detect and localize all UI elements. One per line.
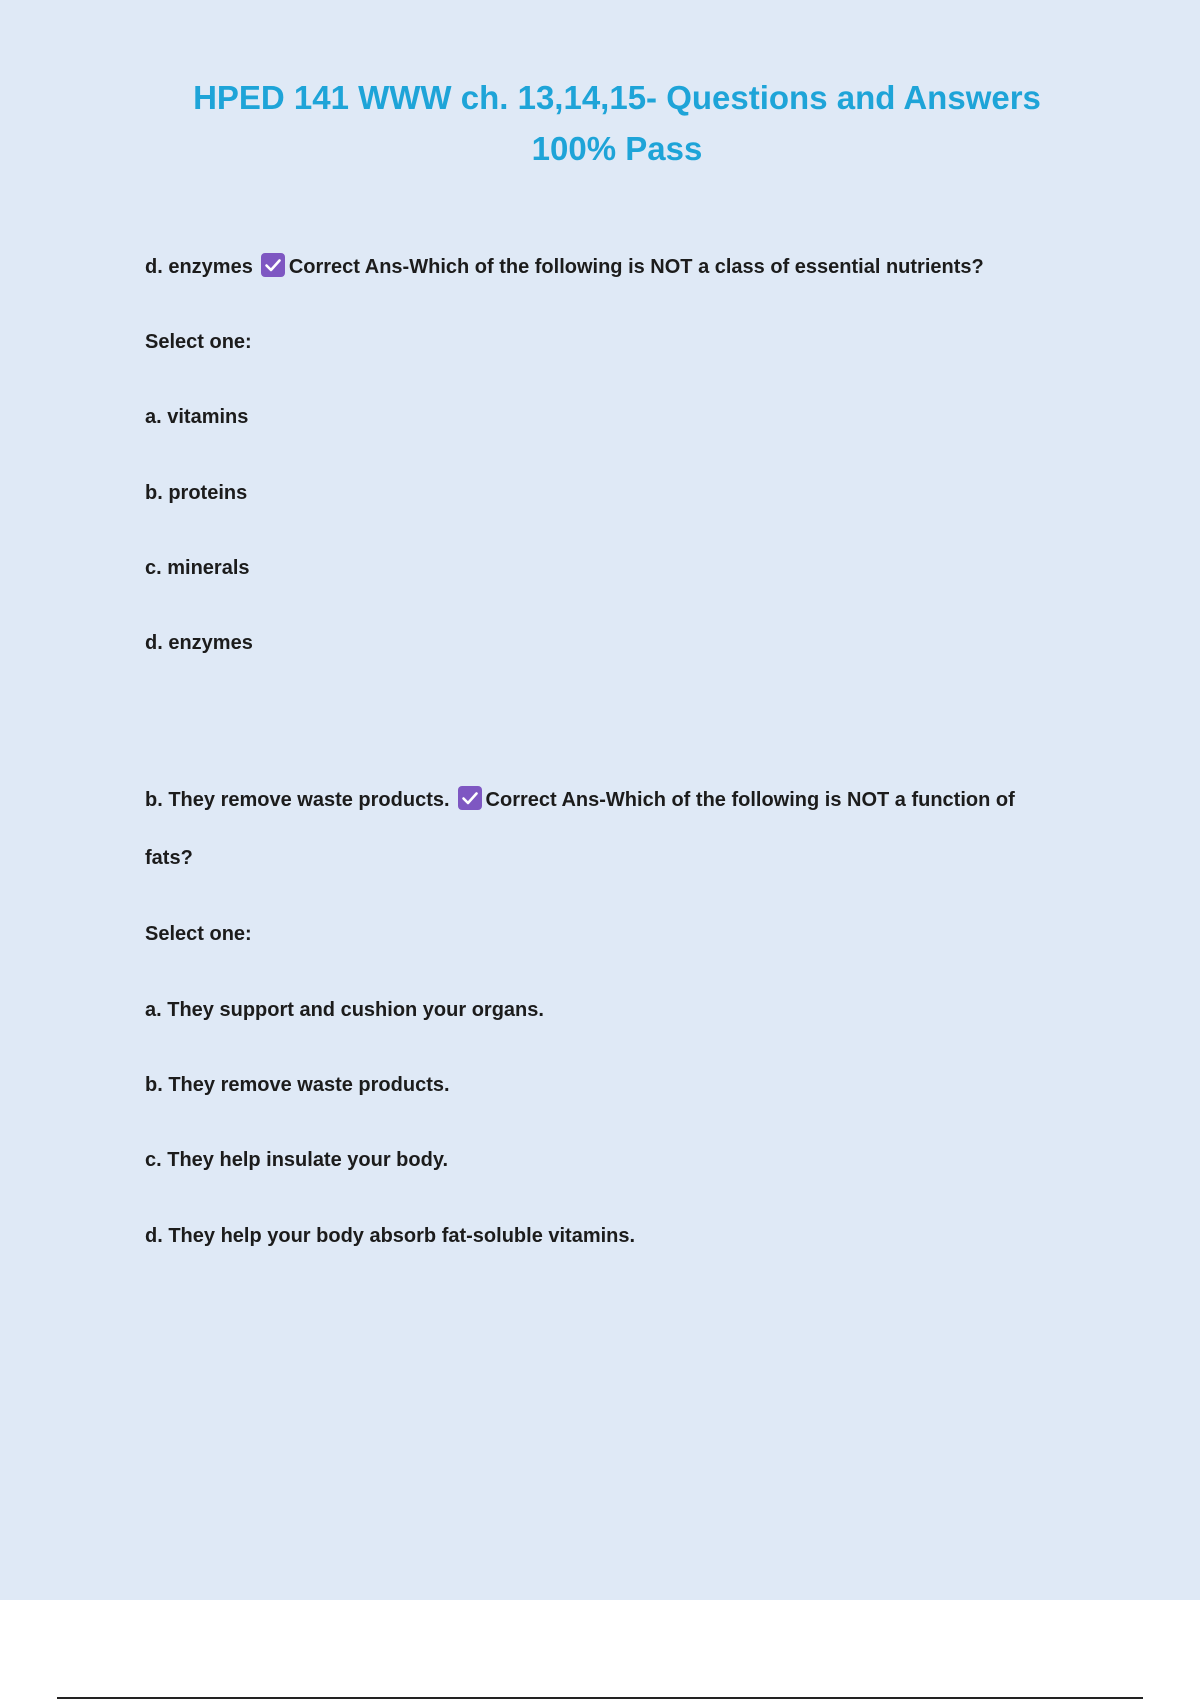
- question-1-option-d: d. enzymes: [145, 632, 253, 654]
- question-2-option-c: c. They help insulate your body.: [145, 1149, 449, 1171]
- question-2-select-label: Select one:: [145, 923, 252, 945]
- question-1-option-b: b. proteins: [145, 482, 248, 504]
- question-1-answer: d. enzymes: [145, 256, 253, 278]
- question-2-option-d: d. They help your body absorb fat-soluble vitamins.: [145, 1225, 636, 1247]
- question-1-option-a: a. vitamins: [145, 406, 249, 428]
- question-1-text: Correct Ans-Which of the following is NOT a class of essential nutrients?: [288, 256, 984, 278]
- title-line-1: HPED 141 WWW ch. 13,14,15- Questions and Answers: [193, 79, 1041, 116]
- footer-divider: [57, 1697, 1143, 1699]
- question-1-select-label: Select one:: [145, 331, 252, 353]
- question-1-option-c: c. minerals: [145, 557, 250, 579]
- checkbox-check-icon: [458, 786, 482, 810]
- title-line-2: 100% Pass: [531, 130, 703, 167]
- question-2-option-a: a. They support and cushion your organs.: [145, 999, 544, 1021]
- question-2-answer: b. They remove waste products.: [145, 789, 450, 811]
- question-2-text-line-1: Correct Ans-Which of the following is NOT a function of: [485, 789, 1015, 811]
- question-2-header: [145, 786, 1015, 812]
- checkbox-check-icon: [261, 253, 285, 277]
- question-1-header: [145, 253, 984, 279]
- question-2-text-line-2: fats?: [145, 847, 193, 869]
- question-2-option-b: b. They remove waste products.: [145, 1074, 450, 1096]
- document-title: [0, 72, 1200, 174]
